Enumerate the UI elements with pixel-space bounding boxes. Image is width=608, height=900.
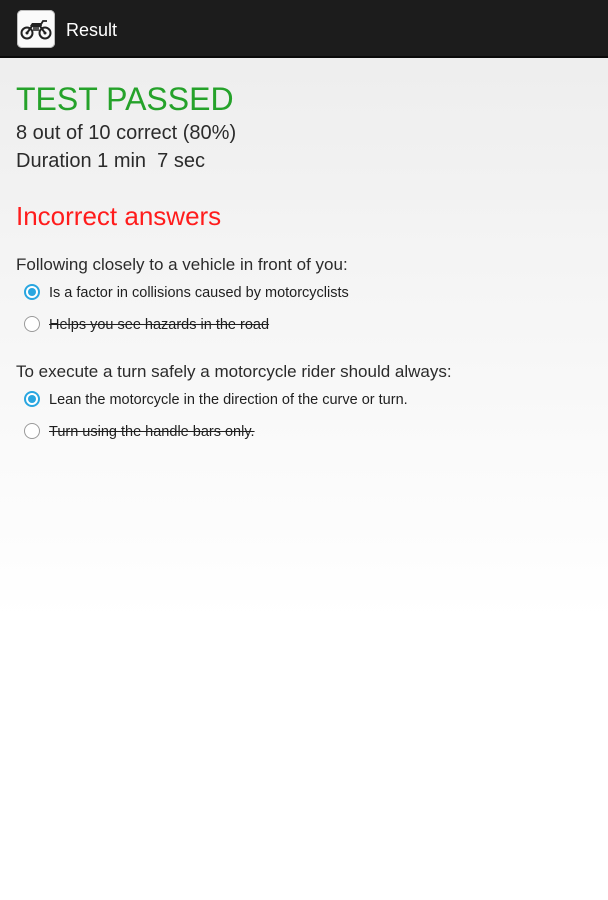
answer-option-label: Helps you see hazards in the road bbox=[49, 317, 270, 333]
answer-option-label: Turn using the handle bars only. bbox=[49, 424, 255, 440]
answer-option-selected[interactable] bbox=[24, 389, 584, 411]
app-bar bbox=[0, 0, 608, 58]
duration-text: Duration 1 min 7 sec bbox=[16, 150, 205, 172]
screen-title: Result bbox=[66, 20, 118, 40]
radio-checked-icon[interactable] bbox=[24, 391, 40, 407]
answer-option-selected[interactable] bbox=[24, 282, 584, 304]
incorrect-answers-heading: Incorrect answers bbox=[16, 201, 222, 231]
radio-checked-icon[interactable] bbox=[24, 284, 40, 300]
radio-unchecked-icon[interactable] bbox=[24, 423, 40, 439]
answer-option-label: Is a factor in collisions caused by motorcyclists bbox=[49, 285, 349, 301]
result-status: TEST PASSED bbox=[16, 81, 234, 117]
answer-option-correct[interactable] bbox=[24, 314, 584, 336]
radio-unchecked-icon[interactable] bbox=[24, 316, 40, 332]
answer-option-label: Lean the motorcycle in the direction of the curve or turn. bbox=[49, 392, 408, 408]
motorcycle-icon[interactable] bbox=[17, 10, 55, 48]
question-text: Following closely to a vehicle in front of you: bbox=[16, 255, 348, 274]
question-text: To execute a turn safely a motorcycle rider should always: bbox=[16, 362, 452, 381]
score-summary: 8 out of 10 correct (80%) bbox=[16, 122, 237, 144]
answer-option-correct[interactable] bbox=[24, 421, 584, 443]
